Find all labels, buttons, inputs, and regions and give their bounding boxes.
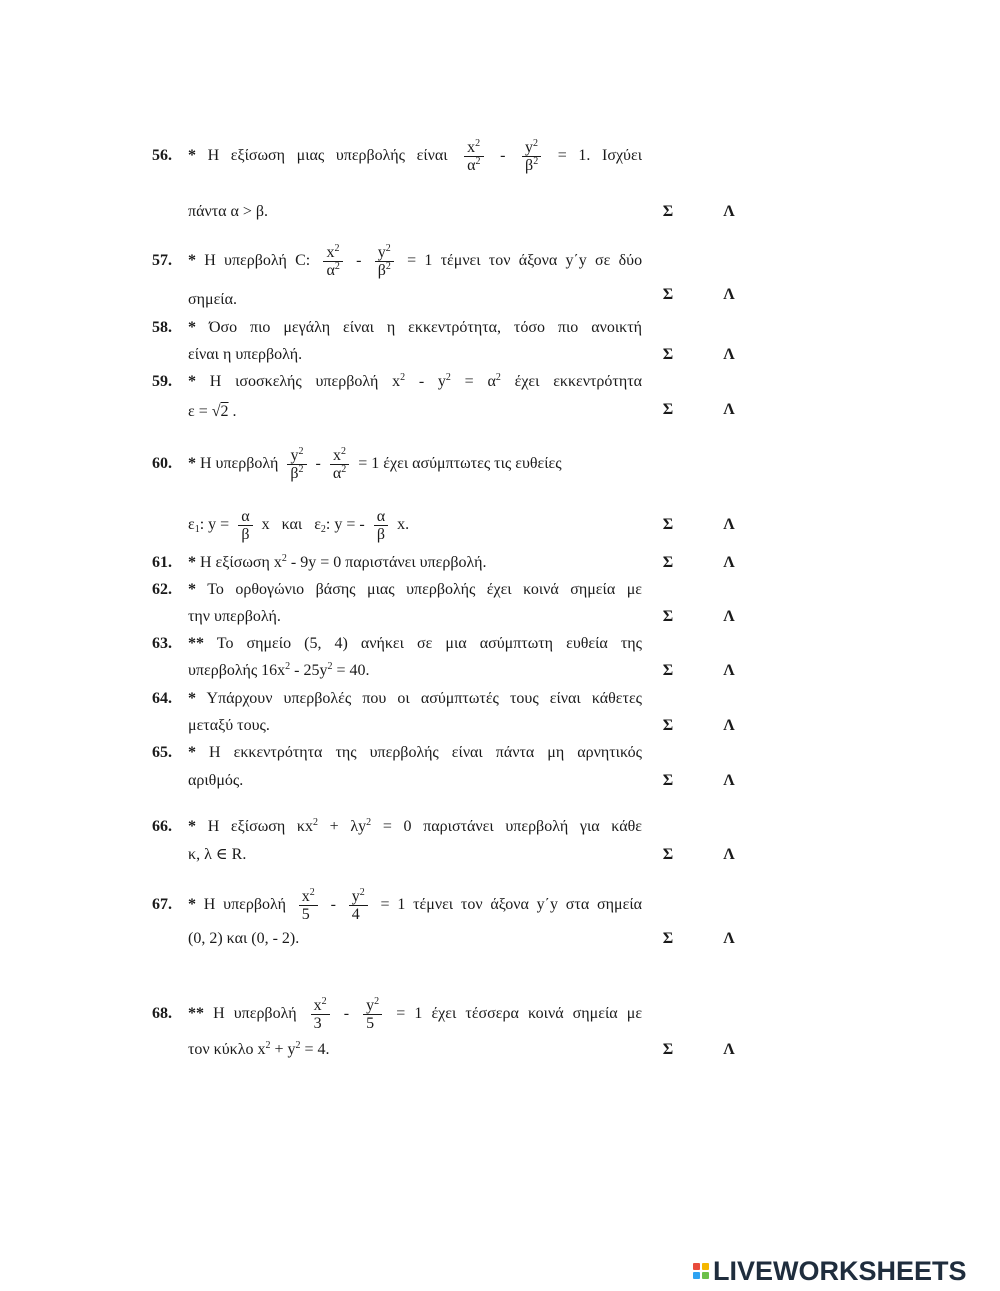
answer-true-58[interactable]: Σ bbox=[662, 346, 674, 363]
fraction-x2-3: $\frac{x^2}{3}$ bbox=[311, 997, 330, 1032]
question-63-line-2: υπερβολής $16x^2 - 25y^2 = 40$. bbox=[188, 661, 370, 679]
question-64-line-1: 64. * Υπάρχουν υπερβολές που οι ασύμπτωτές τους είναι κάθετες bbox=[152, 690, 643, 707]
answer-false-66[interactable]: Λ bbox=[723, 846, 735, 863]
logo-icon bbox=[693, 1263, 709, 1279]
question-57-line-1: 57. * Η υπερβολή C: $\frac{x^2}{\alpha^2}$ - $\frac{y^2}{\beta^2}$ = 1 τέμνει τον άξονα y΄y σε δύο bbox=[152, 243, 643, 279]
fraction-x2-5: $\frac{x^2}{5}$ bbox=[299, 888, 318, 923]
question-68-line-1: 68. ** Η υπερβολή $\frac{x^2}{3}$ - $\frac{y^2}{5}$ = 1 έχει τέσσερα κοινά σημεία με bbox=[152, 996, 643, 1032]
question-56-line-2: πάντα α > β. bbox=[188, 203, 269, 220]
answer-true-67[interactable]: Σ bbox=[662, 930, 674, 947]
sqrt-symbol: √ bbox=[211, 403, 221, 420]
question-62-line-1: 62. * Το ορθογώνιο βάσης μιας υπερβολής έχει κοινά σημεία με bbox=[152, 581, 643, 598]
question-66-line-1: 66. * Η εξίσωση $\kappa x^2 + \lambda y^2 = 0$ παριστάνει υπερβολή για κάθε bbox=[152, 817, 642, 835]
logo-square bbox=[702, 1272, 709, 1279]
question-61-line-1: 61. * Η εξίσωση $x^2 - 9y = 0$ παριστάνει υπερβολή. bbox=[152, 553, 487, 571]
fraction-y2-b2: $\frac{y^2}{\beta^2}$ bbox=[522, 139, 541, 174]
answer-false-56[interactable]: Λ bbox=[723, 203, 735, 220]
fraction-a-b: $\frac{\alpha}{\beta}$ bbox=[374, 508, 388, 543]
answer-false-57[interactable]: Λ bbox=[723, 286, 735, 303]
fraction-a-b: $\frac{\alpha}{\beta}$ bbox=[238, 508, 252, 543]
answer-false-63[interactable]: Λ bbox=[723, 662, 735, 679]
answer-true-64[interactable]: Σ bbox=[662, 717, 674, 734]
answer-false-60[interactable]: Λ bbox=[723, 516, 735, 533]
logo-text: LIVEWORKSHEETS bbox=[713, 1255, 967, 1286]
fraction-x2-a2: $\frac{x^2}{\alpha^2}$ bbox=[323, 244, 342, 279]
question-62-line-2: την υπερβολή. bbox=[188, 608, 281, 625]
answer-true-65[interactable]: Σ bbox=[662, 772, 674, 789]
answer-true-56[interactable]: Σ bbox=[662, 203, 674, 220]
answer-false-67[interactable]: Λ bbox=[723, 930, 735, 947]
answer-true-66[interactable]: Σ bbox=[662, 846, 674, 863]
answer-true-57[interactable]: Σ bbox=[662, 286, 674, 303]
question-66-line-2: κ, λ ∈ R. bbox=[188, 846, 247, 863]
question-67-line-1: 67. * Η υπερβολή $\frac{x^2}{5}$ - $\frac{y^2}{4}$ = 1 τέμνει τον άξονα y΄y στα σημεία bbox=[152, 887, 643, 923]
answer-false-58[interactable]: Λ bbox=[723, 346, 735, 363]
logo-square bbox=[702, 1263, 709, 1270]
answer-true-63[interactable]: Σ bbox=[662, 662, 674, 679]
question-67-line-2: (0, 2) και (0, - 2). bbox=[188, 930, 300, 947]
answer-true-61[interactable]: Σ bbox=[662, 554, 674, 571]
question-65-line-2: αριθμός. bbox=[188, 772, 244, 789]
question-68-line-2: τον κύκλο $x^2 + y^2 = 4$. bbox=[188, 1040, 330, 1058]
question-64-line-2: μεταξύ τους. bbox=[188, 717, 270, 734]
question-58-line-2: είναι η υπερβολή. bbox=[188, 346, 303, 363]
fraction-y2-4: $\frac{y^2}{4}$ bbox=[349, 888, 368, 923]
question-59-line-1: 59. * Η ισοσκελής υπερβολή $x^2 - y^2 = \alpha^2$ έχει εκκεντρότητα bbox=[152, 372, 643, 390]
question-number: 56. bbox=[152, 147, 172, 165]
fraction-y2-b2: $\frac{y^2}{\beta^2}$ bbox=[287, 447, 306, 482]
question-56-line-1: 56. * Η εξίσωση μιας υπερβολής είναι $\frac{x^2}{\alpha^2}$ - $\frac{y^2}{\beta^2}$ = 1. Ισχύει bbox=[152, 138, 642, 174]
answer-true-68[interactable]: Σ bbox=[662, 1041, 674, 1058]
logo-square bbox=[693, 1272, 700, 1279]
answer-false-68[interactable]: Λ bbox=[723, 1041, 735, 1058]
question-65-line-1: 65. * Η εκκεντρότητα της υπερβολής είναι πάντα μη αρνητικός bbox=[152, 744, 643, 761]
question-57-line-2: σημεία. bbox=[188, 291, 237, 308]
answer-true-59[interactable]: Σ bbox=[662, 401, 674, 418]
question-58-line-1: 58. * Όσο πιο μεγάλη είναι η εκκεντρότητα, τόσο πιο ανοικτή bbox=[152, 319, 643, 336]
fraction-x2-a2: $\frac{x^2}{\alpha^2}$ bbox=[464, 139, 483, 174]
answer-true-62[interactable]: Σ bbox=[662, 608, 674, 625]
liveworksheets-logo bbox=[693, 1256, 967, 1286]
question-60-line-2: $\varepsilon_1$: y = $\frac{\alpha}{\beta}$ x και $\varepsilon_2$: y = - $\frac{\alpha}{\beta}$ x. bbox=[188, 508, 410, 543]
answer-false-62[interactable]: Λ bbox=[723, 608, 735, 625]
fraction-x2-a2: $\frac{x^2}{\alpha^2}$ bbox=[330, 447, 349, 482]
answer-false-61[interactable]: Λ bbox=[723, 554, 735, 571]
question-60-line-1: 60. * Η υπερβολή $\frac{y^2}{\beta^2}$ - $\frac{x^2}{\alpha^2}$ = 1 έχει ασύμπτωτες τις ευθείες bbox=[152, 446, 562, 482]
logo-square bbox=[693, 1263, 700, 1270]
fraction-y2-b2: $\frac{y^2}{\beta^2}$ bbox=[375, 244, 394, 279]
question-59-line-2: ε = √2 . bbox=[188, 403, 237, 420]
answer-false-59[interactable]: Λ bbox=[723, 401, 735, 418]
answer-false-64[interactable]: Λ bbox=[723, 717, 735, 734]
answer-true-60[interactable]: Σ bbox=[662, 516, 674, 533]
answer-false-65[interactable]: Λ bbox=[723, 772, 735, 789]
fraction-y2-5: $\frac{y^2}{5}$ bbox=[363, 997, 382, 1032]
question-63-line-1: 63. ** Το σημείο (5, 4) ανήκει σε μια ασύμπτωτη ευθεία της bbox=[152, 635, 642, 652]
